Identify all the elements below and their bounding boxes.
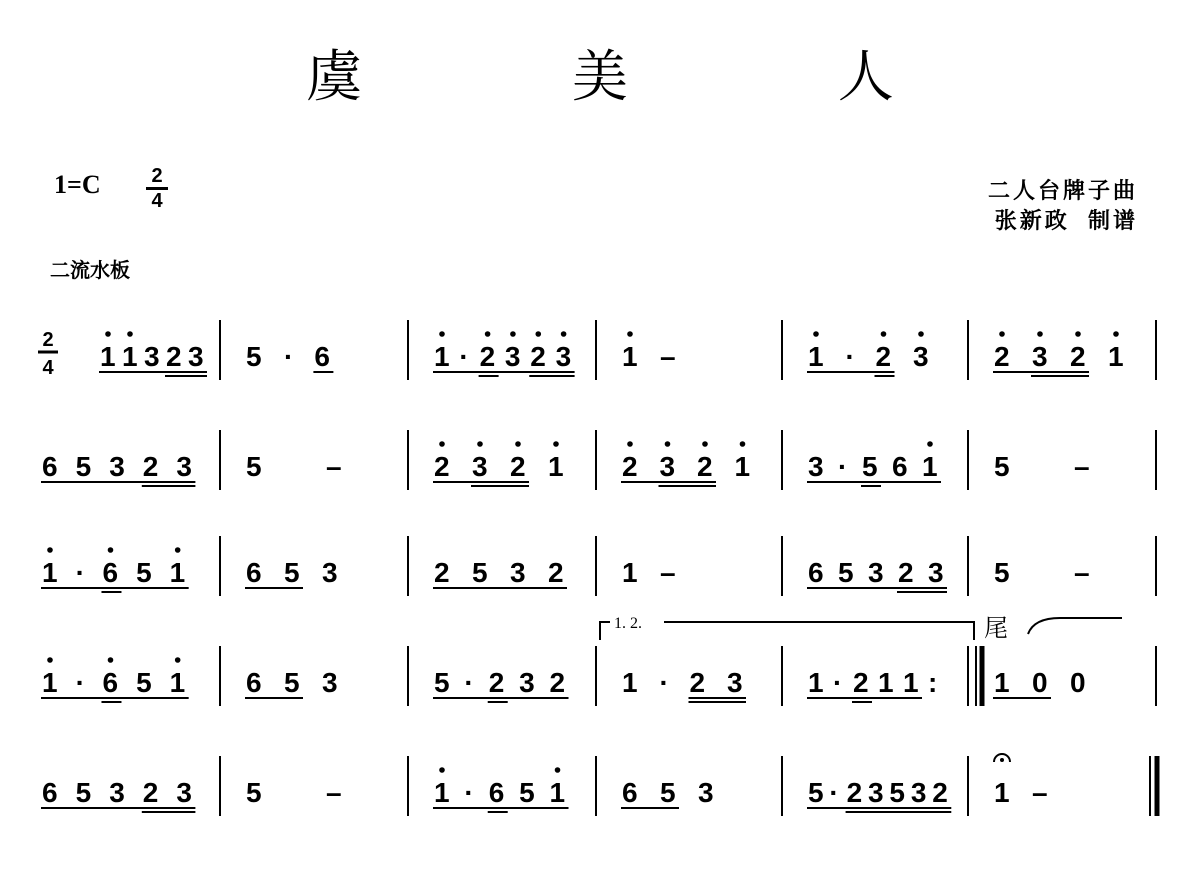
octave-dot-high (627, 441, 633, 447)
note: 5 (246, 777, 262, 808)
note: 5 (434, 667, 450, 698)
note: 3 (808, 451, 824, 482)
note: 2 (622, 451, 638, 482)
note: 2 (510, 451, 526, 482)
note: 3 (322, 667, 338, 698)
octave-dot-high (918, 331, 924, 337)
note: 6 (42, 777, 58, 808)
note: 3 (868, 777, 884, 808)
octave-dot-high (1113, 331, 1119, 337)
note: 2 (853, 667, 869, 698)
note: 5 (660, 777, 676, 808)
dash-note: – (1074, 451, 1090, 482)
note: 6 (246, 667, 262, 698)
note: 3 (698, 777, 714, 808)
note: 6 (102, 557, 119, 588)
note: 3 (928, 557, 944, 588)
note: 2 (898, 557, 914, 588)
note: 5 (246, 451, 262, 482)
note: 5 (472, 557, 488, 588)
note: 3 (504, 341, 521, 372)
score-title: 虞 美 人 (306, 45, 990, 110)
note: 1 (122, 341, 138, 372)
note: 6 (42, 451, 58, 482)
credit-source: 二人台牌子曲 (987, 178, 1138, 203)
note: 5 (246, 341, 262, 372)
note: 6 (808, 557, 824, 588)
octave-dot-high (439, 441, 445, 447)
note: 2 (434, 557, 450, 588)
octave-dot-high (1037, 331, 1043, 337)
credit-arranger: 张新政 制谱 (994, 208, 1138, 233)
note: 2 (488, 667, 505, 698)
fine-label: 尾 (984, 614, 1008, 642)
octave-dot-high (127, 331, 133, 337)
dot-duration: · (284, 341, 294, 372)
note: 2 (142, 451, 159, 482)
note: 1 (42, 667, 58, 698)
octave-dot-high (510, 331, 516, 337)
note: 1 (994, 777, 1010, 808)
note: 6 (892, 451, 908, 482)
note: 1 (622, 557, 638, 588)
octave-dot-high (813, 331, 819, 337)
dot-duration: · (829, 777, 839, 808)
note: 0 (1032, 667, 1048, 698)
octave-dot-high (1075, 331, 1081, 337)
volta-bracket-line (664, 622, 974, 640)
row-time-sig-numerator: 2 (42, 329, 54, 351)
dash-note: – (326, 451, 342, 482)
note: 2 (932, 777, 948, 808)
note: 5 (284, 667, 300, 698)
time-sig-numerator: 2 (151, 165, 163, 187)
note: 1 (922, 451, 938, 482)
note: 1 (169, 557, 186, 588)
note: 6 (314, 341, 330, 372)
note: 3 (322, 557, 338, 588)
octave-dot-high (175, 547, 181, 553)
note: 6 (488, 777, 505, 808)
note: 3 (472, 451, 488, 482)
octave-dot-high (553, 441, 559, 447)
note: 2 (166, 341, 182, 372)
note: 3 (659, 451, 676, 482)
note: 3 (109, 777, 125, 808)
note: 2 (875, 341, 892, 372)
note: 5 (519, 777, 535, 808)
tempo-marking: 二流水板 (50, 260, 130, 282)
dot-duration: · (75, 667, 85, 698)
dot-duration: · (464, 667, 474, 698)
note: 3 (176, 451, 192, 482)
note: 1 (878, 667, 894, 698)
octave-dot-high (485, 331, 491, 337)
note: 2 (548, 557, 564, 588)
volta-label: 1. 2. (614, 615, 642, 632)
octave-dot-high (927, 441, 933, 447)
note: 5 (994, 557, 1010, 588)
octave-dot-high (881, 331, 887, 337)
note: 3 (144, 341, 160, 372)
key-signature: 1=C (54, 170, 101, 199)
octave-dot-high (555, 767, 561, 773)
note: 3 (910, 777, 927, 808)
note: 0 (1070, 667, 1086, 698)
dot-duration: · (833, 667, 843, 698)
fermata-dot (1000, 758, 1004, 762)
note: 2 (549, 667, 566, 698)
note: 2 (994, 341, 1010, 372)
octave-dot-high (105, 331, 111, 337)
octave-dot-high (439, 767, 445, 773)
note: 3 (868, 557, 884, 588)
note: 6 (102, 667, 119, 698)
dot-duration: · (845, 341, 855, 372)
note: 3 (519, 667, 535, 698)
note: 2 (142, 777, 159, 808)
octave-dot-high (999, 331, 1005, 337)
volta-bracket-start (600, 622, 610, 640)
note: 3 (727, 667, 743, 698)
dot-duration: · (464, 777, 474, 808)
octave-dot-high (108, 547, 114, 553)
octave-dot-high (740, 441, 746, 447)
note: 1 (549, 777, 566, 808)
note: 1 (434, 341, 450, 372)
note: 1 (808, 341, 824, 372)
octave-dot-high (515, 441, 521, 447)
note: 1 (622, 667, 638, 698)
dot-duration: · (75, 557, 85, 588)
note: 6 (246, 557, 262, 588)
note: 2 (846, 777, 863, 808)
note: 2 (689, 667, 706, 698)
note: 5 (284, 557, 300, 588)
time-sig-denominator: 4 (151, 190, 163, 212)
octave-dot-high (47, 657, 53, 663)
note: 3 (188, 341, 204, 372)
octave-dot-high (665, 441, 671, 447)
octave-dot-high (702, 441, 708, 447)
note: 6 (622, 777, 638, 808)
note: 3 (555, 341, 572, 372)
dash-note: – (1074, 557, 1090, 588)
note: 5 (136, 667, 152, 698)
note: 1 (1108, 341, 1124, 372)
note: 1 (42, 557, 58, 588)
note: 3 (176, 777, 192, 808)
dash-note: – (1032, 777, 1048, 808)
dash-note: – (660, 341, 676, 372)
note: 3 (510, 557, 526, 588)
repeat-dots: : (928, 667, 938, 698)
note: 5 (808, 777, 824, 808)
octave-dot-high (535, 331, 541, 337)
note: 5 (889, 777, 906, 808)
octave-dot-high (47, 547, 53, 553)
note: 2 (434, 451, 450, 482)
note: 2 (697, 451, 713, 482)
note: 2 (1070, 341, 1086, 372)
note: 5 (994, 451, 1010, 482)
note: 1 (622, 341, 638, 372)
note: 5 (75, 451, 92, 482)
note: 3 (109, 451, 125, 482)
dot-duration: · (659, 667, 669, 698)
octave-dot-high (108, 657, 114, 663)
note: 1 (734, 451, 751, 482)
note: 5 (75, 777, 92, 808)
note: 1 (903, 667, 919, 698)
dash-note: – (660, 557, 676, 588)
fine-slur (1028, 618, 1122, 634)
dot-duration: · (838, 451, 848, 482)
octave-dot-high (175, 657, 181, 663)
dash-note: – (326, 777, 342, 808)
note: 5 (862, 451, 878, 482)
note: 3 (913, 341, 929, 372)
octave-dot-high (439, 331, 445, 337)
octave-dot-high (561, 331, 567, 337)
octave-dot-high (627, 331, 633, 337)
note: 5 (136, 557, 152, 588)
note: 2 (530, 341, 546, 372)
note: 1 (808, 667, 824, 698)
dot-duration: · (459, 341, 469, 372)
note: 2 (479, 341, 496, 372)
row-time-sig-denominator: 4 (42, 357, 54, 379)
note: 1 (169, 667, 186, 698)
note: 1 (100, 341, 116, 372)
note: 3 (1032, 341, 1048, 372)
octave-dot-high (477, 441, 483, 447)
note: 1 (548, 451, 564, 482)
note: 1 (434, 777, 450, 808)
note: 1 (994, 667, 1010, 698)
note: 5 (838, 557, 854, 588)
